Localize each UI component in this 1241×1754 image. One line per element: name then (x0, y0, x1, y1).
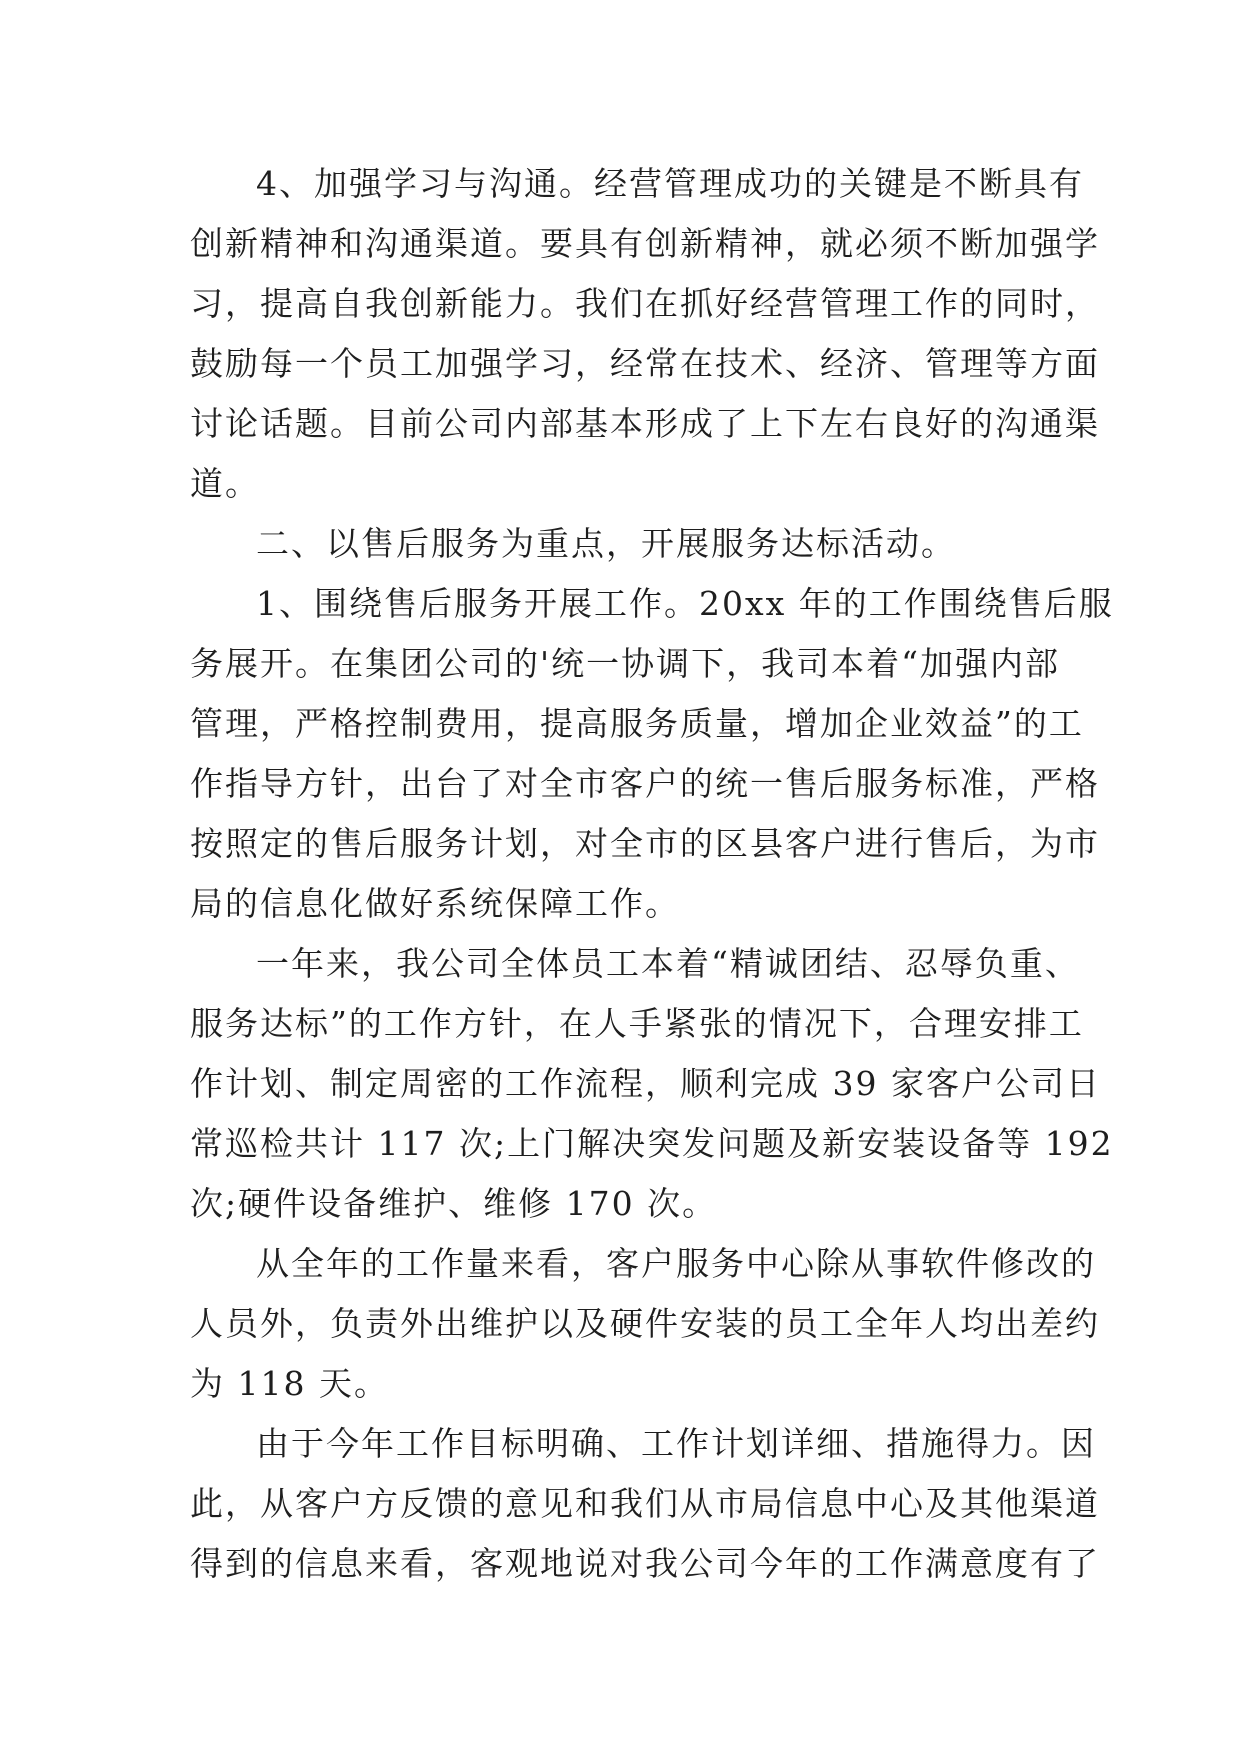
paragraph-line: 此，从客户方反馈的意见和我们从市局信息中心及其他渠道 (190, 1484, 1100, 1523)
paragraph-line: 人员外，负责外出维护以及硬件安装的员工全年人均出差约 (190, 1304, 1100, 1343)
paragraph-line: 为 118 天。 (190, 1364, 389, 1403)
paragraph-line: 鼓励每一个员工加强学习，经常在技术、经济、管理等方面 (190, 344, 1100, 383)
paragraph-line: 由于今年工作目标明确、工作计划详细、措施得力。因 (256, 1424, 1096, 1463)
paragraph-line: 服务达标”的工作方针，在人手紧张的情况下，合理安排工 (190, 1004, 1084, 1043)
paragraph-line: 讨论话题。目前公司内部基本形成了上下左右良好的沟通渠 (190, 404, 1100, 443)
paragraph-line: 从全年的工作量来看，客户服务中心除从事软件修改的 (256, 1244, 1096, 1283)
paragraph-line: 常巡检共计 117 次;上门解决突发问题及新安装设备等 192 (190, 1124, 1114, 1163)
paragraph-line: 1、围绕售后服务开展工作。20xx 年的工作围绕售后服 (256, 584, 1114, 623)
paragraph-line: 创新精神和沟通渠道。要具有创新精神，就必须不断加强学 (190, 224, 1100, 263)
paragraph-line: 局的信息化做好系统保障工作。 (190, 884, 680, 923)
paragraph-line: 得到的信息来看，客观地说对我公司今年的工作满意度有了 (190, 1544, 1100, 1583)
paragraph-line: 作计划、制定周密的工作流程，顺利完成 39 家客户公司日 (190, 1064, 1101, 1103)
paragraph-line: 道。 (190, 464, 260, 503)
document-body (190, 154, 1114, 1594)
paragraph-line: 管理，严格控制费用，提高服务质量，增加企业效益”的工 (190, 704, 1084, 743)
paragraph-line: 作指导方针，出台了对全市客户的统一售后服务标准，严格 (190, 764, 1100, 803)
paragraph-line: 务展开。在集团公司的'统一协调下，我司本着“加强内部 (190, 644, 1060, 683)
paragraph-line: 习，提高自我创新能力。我们在抓好经营管理工作的同时， (190, 284, 1100, 323)
paragraph-line: 一年来，我公司全体员工本着“精诚团结、忍辱负重、 (256, 944, 1080, 983)
paragraph-line: 按照定的售后服务计划，对全市的区县客户进行售后，为市 (190, 824, 1100, 863)
paragraph-line: 4、加强学习与沟通。经营管理成功的关键是不断具有 (256, 164, 1084, 203)
paragraph-line: 次;硬件设备维护、维修 170 次。 (190, 1184, 718, 1223)
section-heading: 二、以售后服务为重点，开展服务达标活动。 (256, 524, 956, 563)
